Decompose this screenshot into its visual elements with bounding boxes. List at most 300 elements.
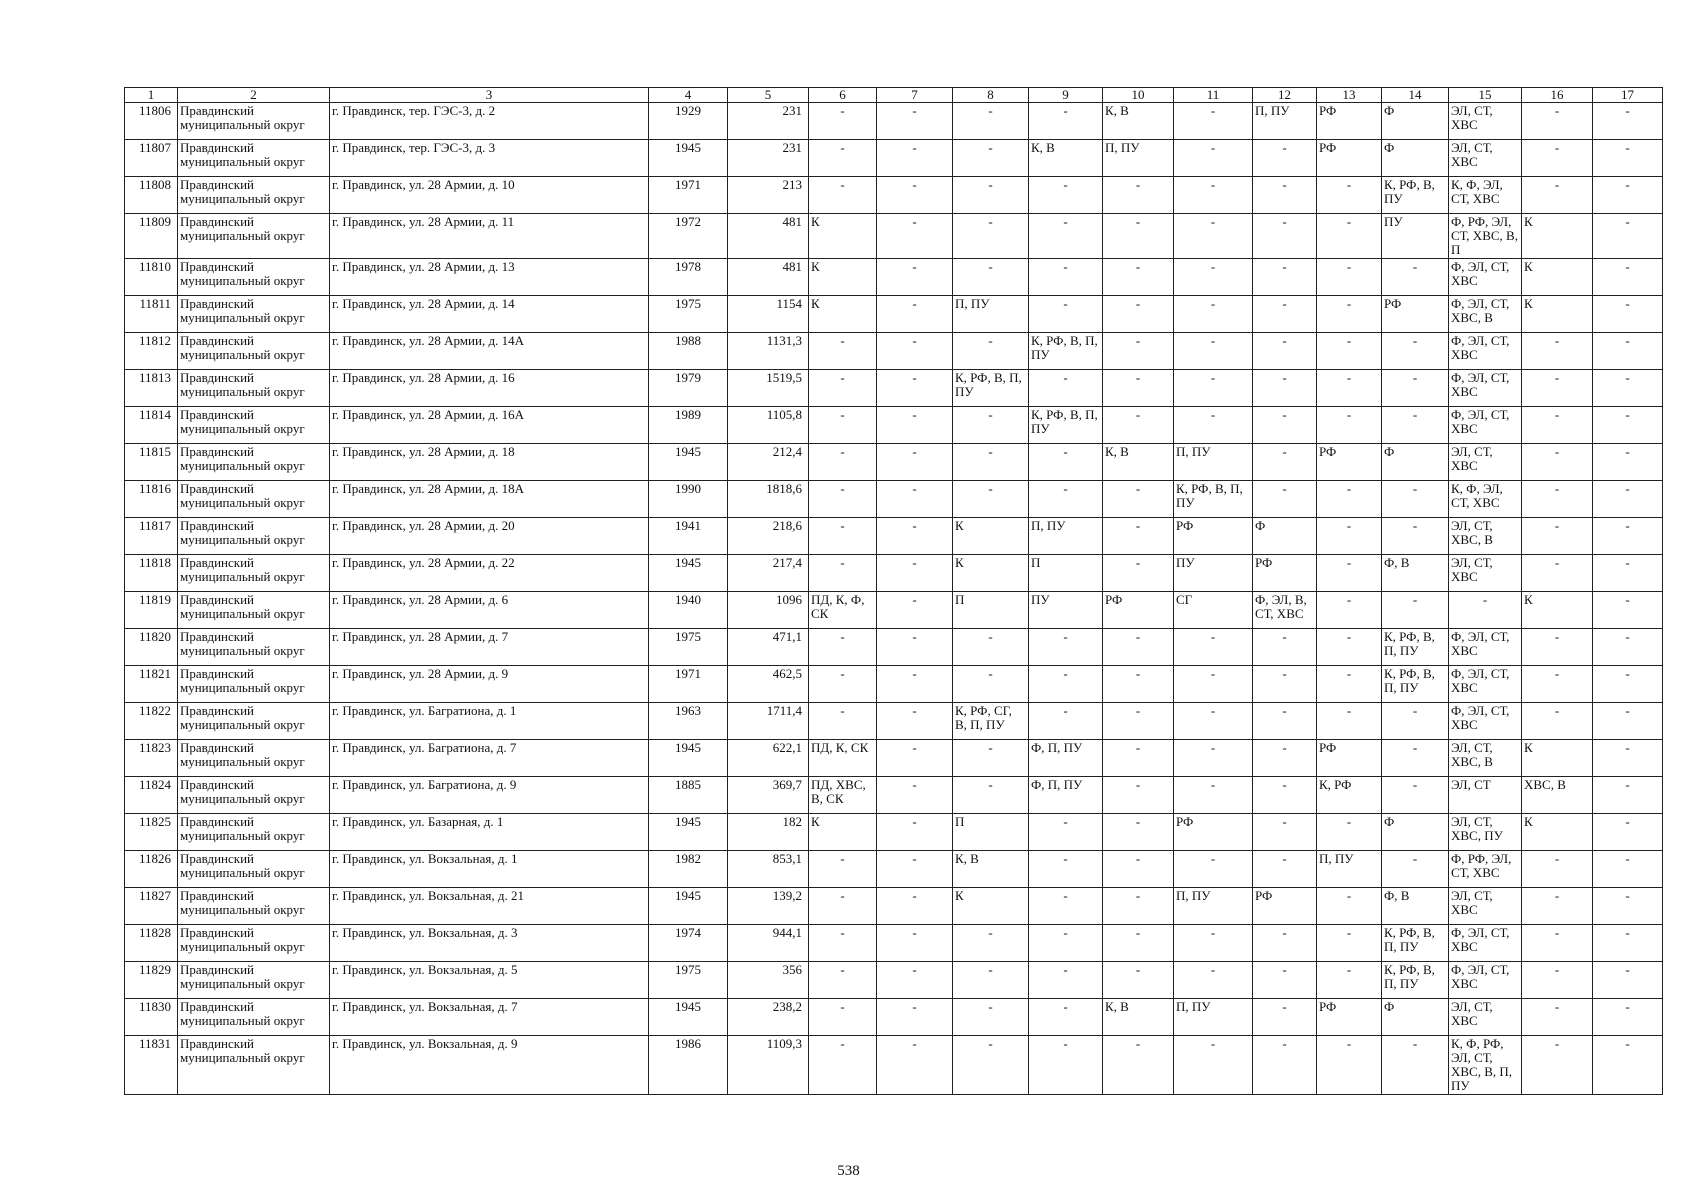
col-11-cell: П, ПУ [1174, 444, 1253, 481]
col-7-cell: - [877, 629, 953, 666]
address-cell: г. Правдинск, тер. ГЭС-3, д. 2 [330, 103, 649, 140]
row-number-cell: 11813 [125, 370, 178, 407]
area-cell: 471,1 [728, 629, 809, 666]
col-17-cell: - [1593, 333, 1663, 370]
table-row [125, 518, 1663, 555]
municipality-cell: Правдинский муниципальный округ [178, 851, 330, 888]
row-number-cell: 11810 [125, 259, 178, 296]
col-14-cell: К, РФ, В, ПУ [1382, 177, 1449, 214]
col-10-cell: - [1103, 555, 1174, 592]
col-6-cell: - [809, 888, 877, 925]
col-15-cell: Ф, ЭЛ, СТ, ХВС [1449, 703, 1522, 740]
col-10-cell: - [1103, 214, 1174, 259]
col-7-cell: - [877, 777, 953, 814]
row-number-cell: 11829 [125, 962, 178, 999]
row-number-cell: 11827 [125, 888, 178, 925]
col-14-cell: - [1382, 592, 1449, 629]
col-14-cell: - [1382, 333, 1449, 370]
column-header-7: 7 [877, 88, 953, 103]
municipality-cell: Правдинский муниципальный округ [178, 629, 330, 666]
col-15-cell: К, Ф, РФ, ЭЛ, СТ, ХВС, В, П, ПУ [1449, 1036, 1522, 1095]
row-number-cell: 11807 [125, 140, 178, 177]
col-15-cell: ЭЛ, СТ, ХВС, В [1449, 518, 1522, 555]
col-8-cell: К [953, 518, 1029, 555]
column-header-5: 5 [728, 88, 809, 103]
col-8-cell: К [953, 555, 1029, 592]
column-number-header-row [125, 88, 1663, 103]
address-cell: г. Правдинск, ул. 28 Армии, д. 22 [330, 555, 649, 592]
col-7-cell: - [877, 999, 953, 1036]
col-16-cell: К [1522, 214, 1593, 259]
col-7-cell: - [877, 703, 953, 740]
col-13-cell: - [1317, 333, 1382, 370]
row-number-cell: 11824 [125, 777, 178, 814]
col-17-cell: - [1593, 851, 1663, 888]
municipality-cell: Правдинский муниципальный округ [178, 518, 330, 555]
col-7-cell: - [877, 888, 953, 925]
area-cell: 462,5 [728, 666, 809, 703]
address-cell: г. Правдинск, ул. Вокзальная, д. 9 [330, 1036, 649, 1095]
col-9-cell: - [1029, 999, 1103, 1036]
col-17-cell: - [1593, 925, 1663, 962]
row-number-cell: 11811 [125, 296, 178, 333]
column-header-10: 10 [1103, 88, 1174, 103]
area-cell: 218,6 [728, 518, 809, 555]
col-14-cell: К, РФ, В, П, ПУ [1382, 666, 1449, 703]
municipality-cell: Правдинский муниципальный округ [178, 370, 330, 407]
table-row [125, 703, 1663, 740]
col-15-cell: ЭЛ, СТ [1449, 777, 1522, 814]
row-number-cell: 11828 [125, 925, 178, 962]
col-15-cell: Ф, ЭЛ, СТ, ХВС [1449, 629, 1522, 666]
row-number-cell: 11808 [125, 177, 178, 214]
col-12-cell: - [1253, 851, 1317, 888]
col-16-cell: - [1522, 1036, 1593, 1095]
col-15-cell: Ф, ЭЛ, СТ, ХВС [1449, 962, 1522, 999]
col-13-cell: РФ [1317, 999, 1382, 1036]
address-cell: г. Правдинск, ул. Вокзальная, д. 5 [330, 962, 649, 999]
col-16-cell: - [1522, 370, 1593, 407]
col-9-cell: - [1029, 703, 1103, 740]
year-built-cell: 1979 [649, 370, 728, 407]
municipality-cell: Правдинский муниципальный округ [178, 444, 330, 481]
col-8-cell: П [953, 592, 1029, 629]
col-12-cell: Ф, ЭЛ, В, СТ, ХВС [1253, 592, 1317, 629]
col-16-cell: - [1522, 140, 1593, 177]
area-cell: 1105,8 [728, 407, 809, 444]
table-row [125, 777, 1663, 814]
col-13-cell: - [1317, 259, 1382, 296]
col-9-cell: - [1029, 444, 1103, 481]
column-header-2: 2 [178, 88, 330, 103]
col-15-cell: Ф, ЭЛ, СТ, ХВС, В [1449, 296, 1522, 333]
col-16-cell: К [1522, 296, 1593, 333]
col-9-cell: - [1029, 814, 1103, 851]
year-built-cell: 1945 [649, 444, 728, 481]
col-9-cell: - [1029, 177, 1103, 214]
col-14-cell: - [1382, 407, 1449, 444]
col-6-cell: - [809, 666, 877, 703]
column-header-11: 11 [1174, 88, 1253, 103]
row-number-cell: 11817 [125, 518, 178, 555]
col-17-cell: - [1593, 666, 1663, 703]
col-8-cell: - [953, 925, 1029, 962]
col-14-cell: Ф, В [1382, 888, 1449, 925]
column-header-8: 8 [953, 88, 1029, 103]
col-17-cell: - [1593, 814, 1663, 851]
year-built-cell: 1971 [649, 666, 728, 703]
table-row [125, 740, 1663, 777]
col-14-cell: - [1382, 370, 1449, 407]
col-6-cell: - [809, 407, 877, 444]
address-cell: г. Правдинск, ул. 28 Армии, д. 6 [330, 592, 649, 629]
col-15-cell: ЭЛ, СТ, ХВС [1449, 140, 1522, 177]
col-7-cell: - [877, 296, 953, 333]
col-13-cell: - [1317, 925, 1382, 962]
col-15-cell: Ф, ЭЛ, СТ, ХВС [1449, 370, 1522, 407]
col-15-cell: ЭЛ, СТ, ХВС [1449, 999, 1522, 1036]
area-cell: 139,2 [728, 888, 809, 925]
area-cell: 231 [728, 140, 809, 177]
col-6-cell: - [809, 962, 877, 999]
address-cell: г. Правдинск, ул. 28 Армии, д. 20 [330, 518, 649, 555]
col-6-cell: - [809, 555, 877, 592]
col-8-cell: - [953, 407, 1029, 444]
col-7-cell: - [877, 925, 953, 962]
col-12-cell: Ф [1253, 518, 1317, 555]
col-16-cell: - [1522, 888, 1593, 925]
col-8-cell: - [953, 103, 1029, 140]
table-row [125, 140, 1663, 177]
col-10-cell: К, В [1103, 444, 1174, 481]
municipality-cell: Правдинский муниципальный округ [178, 555, 330, 592]
column-header-9: 9 [1029, 88, 1103, 103]
col-11-cell: СГ [1174, 592, 1253, 629]
col-10-cell: - [1103, 177, 1174, 214]
area-cell: 231 [728, 103, 809, 140]
col-9-cell: П, ПУ [1029, 518, 1103, 555]
col-12-cell: - [1253, 444, 1317, 481]
col-11-cell: П, ПУ [1174, 888, 1253, 925]
col-11-cell: - [1174, 259, 1253, 296]
col-12-cell: - [1253, 333, 1317, 370]
col-13-cell: - [1317, 296, 1382, 333]
year-built-cell: 1941 [649, 518, 728, 555]
address-cell: г. Правдинск, ул. Багратиона, д. 7 [330, 740, 649, 777]
table-row [125, 103, 1663, 140]
col-11-cell: - [1174, 407, 1253, 444]
col-10-cell: - [1103, 370, 1174, 407]
col-15-cell: Ф, ЭЛ, СТ, ХВС [1449, 259, 1522, 296]
col-8-cell: - [953, 214, 1029, 259]
col-11-cell: - [1174, 777, 1253, 814]
row-number-cell: 11818 [125, 555, 178, 592]
column-header-16: 16 [1522, 88, 1593, 103]
col-15-cell: - [1449, 592, 1522, 629]
year-built-cell: 1988 [649, 333, 728, 370]
year-built-cell: 1978 [649, 259, 728, 296]
col-7-cell: - [877, 851, 953, 888]
area-cell: 1109,3 [728, 1036, 809, 1095]
address-cell: г. Правдинск, тер. ГЭС-3, д. 3 [330, 140, 649, 177]
col-11-cell: - [1174, 333, 1253, 370]
col-9-cell: - [1029, 888, 1103, 925]
col-13-cell: - [1317, 962, 1382, 999]
table-row [125, 888, 1663, 925]
col-17-cell: - [1593, 1036, 1663, 1095]
year-built-cell: 1972 [649, 214, 728, 259]
col-7-cell: - [877, 140, 953, 177]
col-8-cell: К, В [953, 851, 1029, 888]
col-12-cell: - [1253, 140, 1317, 177]
col-12-cell: - [1253, 481, 1317, 518]
col-9-cell: - [1029, 103, 1103, 140]
col-16-cell: - [1522, 555, 1593, 592]
col-16-cell: - [1522, 407, 1593, 444]
row-number-cell: 11823 [125, 740, 178, 777]
col-11-cell: К, РФ, В, П, ПУ [1174, 481, 1253, 518]
col-14-cell: - [1382, 777, 1449, 814]
col-8-cell: - [953, 629, 1029, 666]
col-8-cell: - [953, 259, 1029, 296]
row-number-cell: 11830 [125, 999, 178, 1036]
year-built-cell: 1945 [649, 740, 728, 777]
col-7-cell: - [877, 259, 953, 296]
col-11-cell: - [1174, 1036, 1253, 1095]
col-17-cell: - [1593, 444, 1663, 481]
municipality-cell: Правдинский муниципальный округ [178, 777, 330, 814]
col-15-cell: К, Ф, ЭЛ, СТ, ХВС [1449, 481, 1522, 518]
column-header-12: 12 [1253, 88, 1317, 103]
area-cell: 1818,6 [728, 481, 809, 518]
col-10-cell: - [1103, 851, 1174, 888]
col-16-cell: ХВС, В [1522, 777, 1593, 814]
col-12-cell: - [1253, 214, 1317, 259]
col-10-cell: П, ПУ [1103, 140, 1174, 177]
municipality-cell: Правдинский муниципальный округ [178, 1036, 330, 1095]
col-7-cell: - [877, 666, 953, 703]
col-6-cell: ПД, К, СК [809, 740, 877, 777]
col-17-cell: - [1593, 259, 1663, 296]
col-7-cell: - [877, 555, 953, 592]
col-6-cell: - [809, 333, 877, 370]
area-cell: 369,7 [728, 777, 809, 814]
area-cell: 1519,5 [728, 370, 809, 407]
municipality-cell: Правдинский муниципальный округ [178, 703, 330, 740]
row-number-cell: 11820 [125, 629, 178, 666]
col-7-cell: - [877, 592, 953, 629]
col-16-cell: - [1522, 481, 1593, 518]
area-cell: 1096 [728, 592, 809, 629]
col-8-cell: К [953, 888, 1029, 925]
col-17-cell: - [1593, 177, 1663, 214]
col-7-cell: - [877, 370, 953, 407]
col-10-cell: К, В [1103, 999, 1174, 1036]
col-9-cell: Ф, П, ПУ [1029, 740, 1103, 777]
col-15-cell: ЭЛ, СТ, ХВС [1449, 555, 1522, 592]
row-number-cell: 11812 [125, 333, 178, 370]
municipality-cell: Правдинский муниципальный округ [178, 177, 330, 214]
year-built-cell: 1975 [649, 962, 728, 999]
col-14-cell: К, РФ, В, П, ПУ [1382, 925, 1449, 962]
col-17-cell: - [1593, 999, 1663, 1036]
area-cell: 238,2 [728, 999, 809, 1036]
col-11-cell: П, ПУ [1174, 999, 1253, 1036]
col-7-cell: - [877, 481, 953, 518]
col-12-cell: - [1253, 777, 1317, 814]
col-11-cell: - [1174, 925, 1253, 962]
col-6-cell: - [809, 370, 877, 407]
col-8-cell: - [953, 1036, 1029, 1095]
col-12-cell: - [1253, 925, 1317, 962]
col-10-cell: - [1103, 407, 1174, 444]
col-15-cell: К, Ф, ЭЛ, СТ, ХВС [1449, 177, 1522, 214]
col-9-cell: - [1029, 259, 1103, 296]
municipality-cell: Правдинский муниципальный округ [178, 214, 330, 259]
column-header-1: 1 [125, 88, 178, 103]
col-7-cell: - [877, 814, 953, 851]
col-10-cell: - [1103, 777, 1174, 814]
col-17-cell: - [1593, 214, 1663, 259]
col-16-cell: - [1522, 962, 1593, 999]
table-row [125, 296, 1663, 333]
col-11-cell: - [1174, 629, 1253, 666]
col-10-cell: РФ [1103, 592, 1174, 629]
municipality-cell: Правдинский муниципальный округ [178, 999, 330, 1036]
row-number-cell: 11806 [125, 103, 178, 140]
col-11-cell: - [1174, 962, 1253, 999]
col-6-cell: - [809, 481, 877, 518]
col-9-cell: ПУ [1029, 592, 1103, 629]
col-10-cell: - [1103, 1036, 1174, 1095]
col-13-cell: - [1317, 629, 1382, 666]
row-number-cell: 11831 [125, 1036, 178, 1095]
col-16-cell: - [1522, 333, 1593, 370]
table-row [125, 1036, 1663, 1095]
col-9-cell: - [1029, 851, 1103, 888]
col-8-cell: - [953, 444, 1029, 481]
col-13-cell: - [1317, 481, 1382, 518]
col-14-cell: Ф [1382, 814, 1449, 851]
col-7-cell: - [877, 407, 953, 444]
col-8-cell: - [953, 962, 1029, 999]
area-cell: 853,1 [728, 851, 809, 888]
col-11-cell: РФ [1174, 518, 1253, 555]
col-13-cell: П, ПУ [1317, 851, 1382, 888]
address-cell: г. Правдинск, ул. 28 Армии, д. 16 [330, 370, 649, 407]
col-17-cell: - [1593, 518, 1663, 555]
col-14-cell: - [1382, 740, 1449, 777]
address-cell: г. Правдинск, ул. 28 Армии, д. 18 [330, 444, 649, 481]
col-10-cell: - [1103, 703, 1174, 740]
col-6-cell: К [809, 296, 877, 333]
year-built-cell: 1929 [649, 103, 728, 140]
col-16-cell: - [1522, 444, 1593, 481]
address-cell: г. Правдинск, ул. Вокзальная, д. 1 [330, 851, 649, 888]
page-number: 538 [837, 1163, 860, 1179]
col-7-cell: - [877, 333, 953, 370]
col-14-cell: Ф [1382, 140, 1449, 177]
register-table [124, 87, 1663, 1095]
col-15-cell: ЭЛ, СТ, ХВС, ПУ [1449, 814, 1522, 851]
col-12-cell: - [1253, 629, 1317, 666]
col-6-cell: - [809, 518, 877, 555]
municipality-cell: Правдинский муниципальный округ [178, 333, 330, 370]
column-header-13: 13 [1317, 88, 1382, 103]
col-13-cell: - [1317, 518, 1382, 555]
col-15-cell: Ф, ЭЛ, СТ, ХВС [1449, 666, 1522, 703]
year-built-cell: 1971 [649, 177, 728, 214]
row-number-cell: 11819 [125, 592, 178, 629]
col-12-cell: - [1253, 370, 1317, 407]
col-14-cell: Ф, В [1382, 555, 1449, 592]
col-7-cell: - [877, 962, 953, 999]
col-12-cell: - [1253, 814, 1317, 851]
col-17-cell: - [1593, 740, 1663, 777]
col-11-cell: - [1174, 851, 1253, 888]
col-10-cell: К, В [1103, 103, 1174, 140]
col-13-cell: - [1317, 214, 1382, 259]
col-15-cell: ЭЛ, СТ, ХВС [1449, 444, 1522, 481]
area-cell: 481 [728, 214, 809, 259]
municipality-cell: Правдинский муниципальный округ [178, 666, 330, 703]
col-15-cell: Ф, РФ, ЭЛ, СТ, ХВС, В, П [1449, 214, 1522, 259]
table-row [125, 962, 1663, 999]
area-cell: 356 [728, 962, 809, 999]
col-14-cell: - [1382, 259, 1449, 296]
area-cell: 212,4 [728, 444, 809, 481]
col-8-cell: К, РФ, В, П, ПУ [953, 370, 1029, 407]
col-16-cell: - [1522, 925, 1593, 962]
col-8-cell: - [953, 140, 1029, 177]
col-8-cell: К, РФ, СГ, В, П, ПУ [953, 703, 1029, 740]
col-9-cell: Ф, П, ПУ [1029, 777, 1103, 814]
col-16-cell: - [1522, 851, 1593, 888]
col-13-cell: РФ [1317, 140, 1382, 177]
col-13-cell: - [1317, 370, 1382, 407]
col-14-cell: К, РФ, В, П, ПУ [1382, 962, 1449, 999]
col-8-cell: - [953, 666, 1029, 703]
column-header-3: 3 [330, 88, 649, 103]
col-6-cell: ПД, К, Ф, СК [809, 592, 877, 629]
col-12-cell: - [1253, 407, 1317, 444]
col-9-cell: - [1029, 629, 1103, 666]
col-16-cell: К [1522, 814, 1593, 851]
column-header-6: 6 [809, 88, 877, 103]
col-11-cell: РФ [1174, 814, 1253, 851]
col-8-cell: П [953, 814, 1029, 851]
col-13-cell: - [1317, 666, 1382, 703]
col-17-cell: - [1593, 481, 1663, 518]
col-12-cell: - [1253, 666, 1317, 703]
table-row [125, 259, 1663, 296]
col-8-cell: П, ПУ [953, 296, 1029, 333]
col-16-cell: - [1522, 999, 1593, 1036]
area-cell: 1131,3 [728, 333, 809, 370]
col-17-cell: - [1593, 140, 1663, 177]
col-7-cell: - [877, 1036, 953, 1095]
address-cell: г. Правдинск, ул. Вокзальная, д. 3 [330, 925, 649, 962]
col-12-cell: - [1253, 703, 1317, 740]
col-10-cell: - [1103, 740, 1174, 777]
table-row [125, 925, 1663, 962]
col-9-cell: К, В [1029, 140, 1103, 177]
col-8-cell: - [953, 481, 1029, 518]
col-6-cell: - [809, 703, 877, 740]
col-16-cell: - [1522, 666, 1593, 703]
col-10-cell: - [1103, 259, 1174, 296]
address-cell: г. Правдинск, ул. 28 Армии, д. 7 [330, 629, 649, 666]
